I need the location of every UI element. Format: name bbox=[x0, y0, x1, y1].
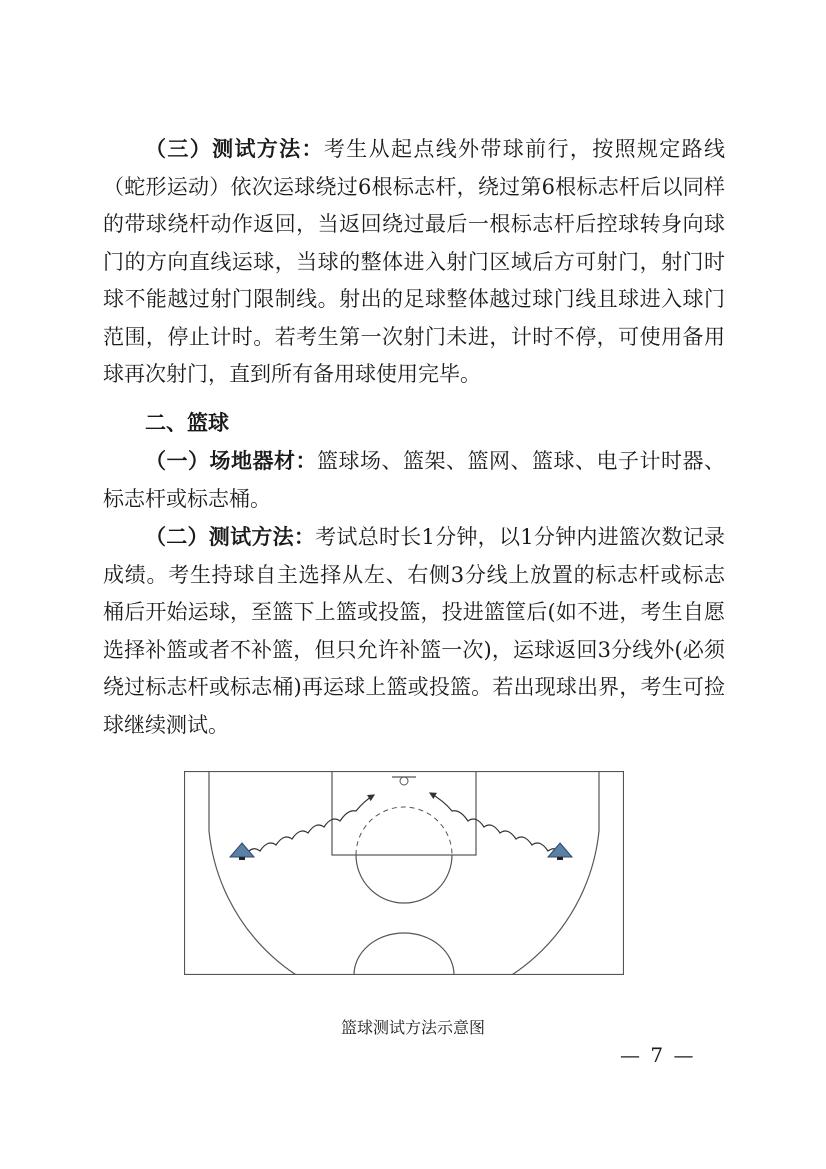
paragraph-test-method-basketball bbox=[103, 518, 725, 744]
left-dribble-path bbox=[246, 795, 374, 855]
paragraph-lead: （一）场地器材： bbox=[145, 448, 317, 473]
paragraph-body: 篮球场、篮架、篮网、篮球、电子计时器、标志杆或标志桶。 bbox=[103, 449, 725, 511]
free-throw-lane bbox=[332, 771, 476, 855]
section-heading-basketball: 二、篮球 bbox=[145, 410, 229, 435]
paragraph-test-method-football bbox=[103, 130, 725, 394]
paragraph-lead: （三）测试方法： bbox=[145, 136, 324, 161]
left-cone-base bbox=[239, 857, 245, 860]
figure-caption: 篮球测试方法示意图 bbox=[340, 1018, 485, 1037]
hoop bbox=[400, 777, 408, 785]
basketball-court-diagram bbox=[184, 771, 624, 975]
free-throw-circle-dashed bbox=[356, 807, 452, 855]
right-dribble-path bbox=[430, 793, 562, 855]
paragraph-body: 考试总时长1分钟，以1分钟内进篮次数记录成绩。考生持球自主选择从左、右侧3分线上放置的标志杆或标志桶后开始运球，至篮下上篮或投篮，投进篮筐后(如不进，考生自愿选择补篮或者不补篮，但只允许补篮一次)，运球返回3分线外(必须绕过标志杆或标志桶)再运球上篮或投篮。若出现球出界，考生可捡球继续测试。 bbox=[103, 525, 725, 737]
paragraph-equipment bbox=[103, 442, 725, 518]
right-cone-icon bbox=[548, 843, 572, 857]
three-point-line bbox=[209, 771, 599, 975]
page-number: — 7 — bbox=[620, 1043, 696, 1067]
right-cone-base bbox=[557, 857, 563, 860]
paragraph-lead: （二）测试方法： bbox=[145, 524, 316, 549]
court-boundary bbox=[185, 772, 624, 975]
free-throw-circle bbox=[356, 855, 452, 903]
paragraph-body: 考生从起点线外带球前行，按照规定路线（蛇形运动）依次运球绕过6根标志杆，绕过第6根标志杆后以同样的带球绕杆动作返回，当返回绕过最后一根标志杆后控球转身向球门的方向直线运球，当球的整体进入射门区域后方可射门，射门时球不能越过射门限制线。射出的足球整体越过球门线且球进入球门范围，停止计时。若考生第一次射门未进，计时不停，可使用备用球再次射门，直到所有备用球使用完毕。 bbox=[103, 137, 726, 386]
center-circle bbox=[354, 933, 454, 975]
